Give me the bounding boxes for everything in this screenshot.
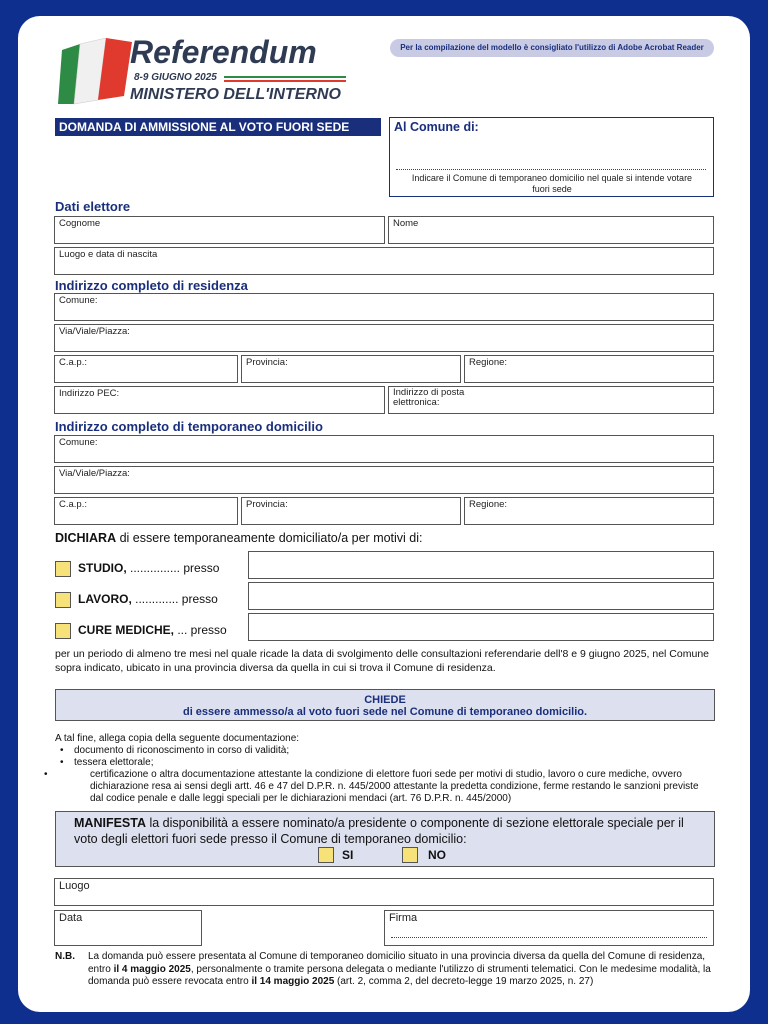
comune-dotted-line (396, 169, 706, 170)
comune-label: Al Comune di: (394, 120, 479, 134)
form-title: DOMANDA DI AMMISSIONE AL VOTO FUORI SEDE (55, 118, 381, 136)
res-via-field[interactable] (54, 324, 714, 352)
dom-provincia-label: Provincia: (246, 499, 288, 510)
chiede-title: CHIEDE (364, 694, 406, 706)
lavoro-checkbox[interactable] (55, 592, 71, 608)
studio-option: STUDIO, ............... presso (78, 561, 220, 575)
comune-hint: Indicare il Comune di temporaneo domicilio nel quale si intende votare fuori sede (411, 173, 693, 194)
dichiara-text: DICHIARA di essere temporaneamente domiciliato/a per motivi di: (55, 531, 423, 545)
dom-via-field[interactable] (54, 466, 714, 494)
dom-regione-field[interactable] (464, 497, 714, 525)
dom-comune-field[interactable] (54, 435, 714, 463)
list-item: • tessera elettorale; (60, 757, 154, 768)
si-label: SI (342, 848, 354, 862)
res-comune-label: Comune: (59, 295, 98, 306)
acrobat-note: Per la compilazione del modello è consigliato l'utilizzo di Adobe Acrobat Reader (390, 39, 714, 57)
lavoro-option: LAVORO, ............. presso (78, 592, 218, 606)
data-field[interactable] (54, 910, 202, 946)
firma-label: Firma (389, 912, 418, 924)
res-cap-label: C.a.p.: (59, 357, 87, 368)
res-provincia-field[interactable] (241, 355, 461, 383)
section-residenza: Indirizzo completo di residenza (55, 278, 248, 293)
res-email-label: Indirizzo di posta elettronica: (393, 387, 465, 408)
luogo-field[interactable] (54, 878, 714, 906)
no-label: NO (428, 848, 446, 862)
dom-via-label: Via/Viale/Piazza: (59, 468, 130, 479)
res-email-field[interactable] (388, 386, 714, 414)
data-label: Data (59, 912, 83, 924)
logo-ministry: MINISTERO DELL'INTERNO (130, 86, 341, 103)
logo-title: Referendum (130, 34, 317, 70)
dom-regione-label: Regione: (469, 499, 508, 510)
nome-field[interactable] (388, 216, 714, 244)
chiede-panel (55, 689, 715, 721)
cure-mediche-presso-field[interactable] (248, 613, 714, 641)
nb-text: La domanda può essere presentata al Comune di temporaneo domicilio situato in una provincia diversa da quella del Comune di residenza, entro il 4 maggio 2025, personalmente o tramite persona delegata o mediante l'utilizzo di strumenti telematici. Con le medesime modalità, la domanda può essere revocata entro il 14 maggio 2025 (art. 2, comma 2, del decreto-legge 19 marzo 2025, n. 27) (88, 951, 711, 987)
allegati-list (44, 745, 714, 805)
list-item: • certificazione o altra documentazione attestante la condizione di elettore fuori sede per motivi di studio, lavoro o cure mediche, ovvero dichiarazione resa ai sensi degli artt. 46 e 47 del D.P.R. n. 445/2000 attestante la predetta condizione, ferme restando le sanzioni previste dal codice penale e dalle leggi speciali per le dichiarazioni mendaci (art. 76 D.P.R. n. 445/2000) (44, 769, 699, 804)
res-regione-field[interactable] (464, 355, 714, 383)
res-pec-label: Indirizzo PEC: (59, 388, 120, 399)
no-checkbox[interactable] (402, 847, 418, 863)
dom-cap-field[interactable] (54, 497, 238, 525)
logo-stripe (224, 76, 346, 82)
cognome-label: Cognome (59, 218, 101, 229)
manifesta-text: MANIFESTA la disponibilità a essere nominato/a presidente o componente di sezione elettorale speciale per il voto degli elettori fuori sede presso il Comune di temporaneo domicilio: (74, 816, 684, 846)
si-checkbox[interactable] (318, 847, 334, 863)
res-provincia-label: Provincia: (246, 357, 288, 368)
res-comune-field[interactable] (54, 293, 714, 321)
studio-checkbox[interactable] (55, 561, 71, 577)
chiede-text: di essere ammesso/a al voto fuori sede nel Comune di temporaneo domicilio. (182, 706, 588, 718)
studio-presso-field[interactable] (248, 551, 714, 579)
referendum-logo (58, 32, 358, 118)
allegati-intro: A tal fine, allega copia della seguente documentazione: (55, 733, 300, 744)
period-text: per un periodo di almeno tre mesi nel quale ricade la data di svolgimento delle consultazioni referendarie dell'8 e 9 giugno 2025, nel Comune sopra indicato, ubicato in una provincia diversa da quella in cui si trova il Comune di residenza. (55, 648, 709, 674)
res-via-label: Via/Viale/Piazza: (59, 326, 130, 337)
luogo-nascita-label: Luogo e data di nascita (59, 249, 158, 260)
form-page (18, 16, 750, 1012)
logo-date: 8-9 GIUGNO 2025 (134, 72, 217, 83)
res-pec-field[interactable] (54, 386, 385, 414)
dom-cap-label: C.a.p.: (59, 499, 87, 510)
res-regione-label: Regione: (469, 357, 508, 368)
comune-box[interactable] (389, 117, 714, 197)
luogo-nascita-field[interactable] (54, 247, 714, 275)
res-cap-field[interactable] (54, 355, 238, 383)
dom-provincia-field[interactable] (241, 497, 461, 525)
nome-label: Nome (393, 218, 419, 229)
cognome-field[interactable] (54, 216, 385, 244)
luogo-label: Luogo (59, 880, 90, 892)
list-item: • documento di riconoscimento in corso di validità; (60, 745, 290, 756)
section-domicilio: Indirizzo completo di temporaneo domicilio (55, 419, 323, 434)
nb-label: N.B. (55, 951, 75, 962)
firma-dotted-line (391, 937, 707, 938)
manifesta-panel (55, 811, 715, 867)
section-dati-elettore: Dati elettore (55, 199, 131, 214)
italian-flag-icon (58, 38, 136, 108)
cure-mediche-option: CURE MEDICHE, ... presso (78, 623, 227, 637)
dom-comune-label: Comune: (59, 437, 98, 448)
cure-mediche-checkbox[interactable] (55, 623, 71, 639)
lavoro-presso-field[interactable] (248, 582, 714, 610)
firma-field[interactable] (384, 910, 714, 946)
